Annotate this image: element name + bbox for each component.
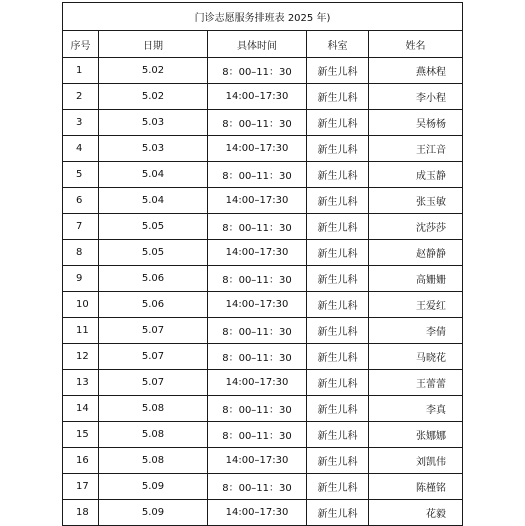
cell-index: 15 (63, 422, 99, 448)
cell-name: 沈莎莎 (369, 214, 463, 240)
table-title: 门诊志愿服务排班表 2025 年) (63, 3, 463, 31)
cell-name: 陈槿铭 (369, 474, 463, 500)
cell-name: 花毅 (369, 500, 463, 526)
table-row (63, 500, 463, 526)
schedule-sheet (62, 2, 462, 526)
cell-date: 5.04 (99, 162, 208, 188)
table-row (63, 162, 463, 188)
cell-dept: 新生儿科 (307, 370, 369, 396)
cell-dept: 新生儿科 (307, 292, 369, 318)
cell-time: 8：00–11：30 (208, 474, 307, 500)
cell-index: 11 (63, 318, 99, 344)
table-row (63, 84, 463, 110)
cell-index: 6 (63, 188, 99, 214)
cell-date: 5.02 (99, 84, 208, 110)
table-row (63, 344, 463, 370)
cell-time: 8：00–11：30 (208, 396, 307, 422)
cell-date: 5.08 (99, 422, 208, 448)
header-index: 序号 (63, 31, 99, 58)
cell-date: 5.04 (99, 188, 208, 214)
cell-time: 14:00–17:30 (208, 370, 307, 396)
cell-index: 12 (63, 344, 99, 370)
cell-date: 5.09 (99, 500, 208, 526)
cell-dept: 新生儿科 (307, 266, 369, 292)
table-row (63, 474, 463, 500)
table-row (63, 214, 463, 240)
cell-index: 3 (63, 110, 99, 136)
cell-index: 8 (63, 240, 99, 266)
cell-name: 王江音 (369, 136, 463, 162)
cell-date: 5.09 (99, 474, 208, 500)
cell-name: 赵静静 (369, 240, 463, 266)
cell-time: 14:00–17:30 (208, 292, 307, 318)
cell-time: 14:00–17:30 (208, 136, 307, 162)
cell-dept: 新生儿科 (307, 58, 369, 84)
cell-index: 10 (63, 292, 99, 318)
header-time: 具体时间 (208, 31, 307, 58)
cell-dept: 新生儿科 (307, 396, 369, 422)
cell-time: 8：00–11：30 (208, 422, 307, 448)
cell-date: 5.07 (99, 344, 208, 370)
cell-index: 16 (63, 448, 99, 474)
cell-date: 5.06 (99, 292, 208, 318)
header-row (63, 31, 463, 58)
cell-index: 2 (63, 84, 99, 110)
table-row (63, 318, 463, 344)
cell-dept: 新生儿科 (307, 136, 369, 162)
table-row (63, 110, 463, 136)
cell-dept: 新生儿科 (307, 162, 369, 188)
cell-dept: 新生儿科 (307, 344, 369, 370)
cell-dept: 新生儿科 (307, 214, 369, 240)
table-row (63, 188, 463, 214)
cell-index: 7 (63, 214, 99, 240)
cell-name: 张娜娜 (369, 422, 463, 448)
cell-dept: 新生儿科 (307, 84, 369, 110)
cell-date: 5.08 (99, 396, 208, 422)
cell-name: 王爱红 (369, 292, 463, 318)
header-date: 日期 (99, 31, 208, 58)
cell-dept: 新生儿科 (307, 448, 369, 474)
cell-name: 李小程 (369, 84, 463, 110)
cell-name: 成玉静 (369, 162, 463, 188)
cell-date: 5.05 (99, 214, 208, 240)
cell-name: 李真 (369, 396, 463, 422)
table-row (63, 396, 463, 422)
cell-time: 14:00–17:30 (208, 448, 307, 474)
cell-date: 5.03 (99, 136, 208, 162)
cell-date: 5.08 (99, 448, 208, 474)
cell-dept: 新生儿科 (307, 500, 369, 526)
cell-name: 马晓花 (369, 344, 463, 370)
cell-index: 14 (63, 396, 99, 422)
table-row (63, 136, 463, 162)
cell-index: 18 (63, 500, 99, 526)
cell-time: 8：00–11：30 (208, 344, 307, 370)
cell-name: 刘凯伟 (369, 448, 463, 474)
cell-time: 14:00–17:30 (208, 240, 307, 266)
cell-dept: 新生儿科 (307, 110, 369, 136)
cell-time: 8：00–11：30 (208, 318, 307, 344)
cell-time: 14:00–17:30 (208, 188, 307, 214)
header-name: 姓名 (369, 31, 463, 58)
cell-date: 5.07 (99, 370, 208, 396)
cell-time: 8：00–11：30 (208, 214, 307, 240)
cell-name: 燕林程 (369, 58, 463, 84)
cell-time: 8：00–11：30 (208, 110, 307, 136)
table-row (63, 240, 463, 266)
cell-time: 8：00–11：30 (208, 58, 307, 84)
cell-date: 5.03 (99, 110, 208, 136)
table-row (63, 58, 463, 84)
cell-dept: 新生儿科 (307, 474, 369, 500)
cell-dept: 新生儿科 (307, 240, 369, 266)
header-dept: 科室 (307, 31, 369, 58)
cell-index: 5 (63, 162, 99, 188)
cell-date: 5.06 (99, 266, 208, 292)
cell-date: 5.02 (99, 58, 208, 84)
schedule-table (62, 2, 463, 526)
cell-index: 17 (63, 474, 99, 500)
title-row (63, 3, 463, 31)
table-row (63, 266, 463, 292)
cell-name: 王蕾蕾 (369, 370, 463, 396)
cell-name: 吴杨杨 (369, 110, 463, 136)
cell-time: 8：00–11：30 (208, 162, 307, 188)
cell-dept: 新生儿科 (307, 422, 369, 448)
cell-time: 14:00–17:30 (208, 500, 307, 526)
cell-name: 李倩 (369, 318, 463, 344)
cell-date: 5.05 (99, 240, 208, 266)
table-row (63, 422, 463, 448)
cell-name: 高姗姗 (369, 266, 463, 292)
cell-index: 4 (63, 136, 99, 162)
schedule-body (63, 58, 463, 526)
cell-date: 5.07 (99, 318, 208, 344)
cell-index: 1 (63, 58, 99, 84)
cell-dept: 新生儿科 (307, 188, 369, 214)
cell-dept: 新生儿科 (307, 318, 369, 344)
table-row (63, 448, 463, 474)
cell-time: 8：00–11：30 (208, 266, 307, 292)
cell-index: 9 (63, 266, 99, 292)
table-row (63, 370, 463, 396)
cell-name: 张玉敏 (369, 188, 463, 214)
table-row (63, 292, 463, 318)
cell-time: 14:00–17:30 (208, 84, 307, 110)
cell-index: 13 (63, 370, 99, 396)
